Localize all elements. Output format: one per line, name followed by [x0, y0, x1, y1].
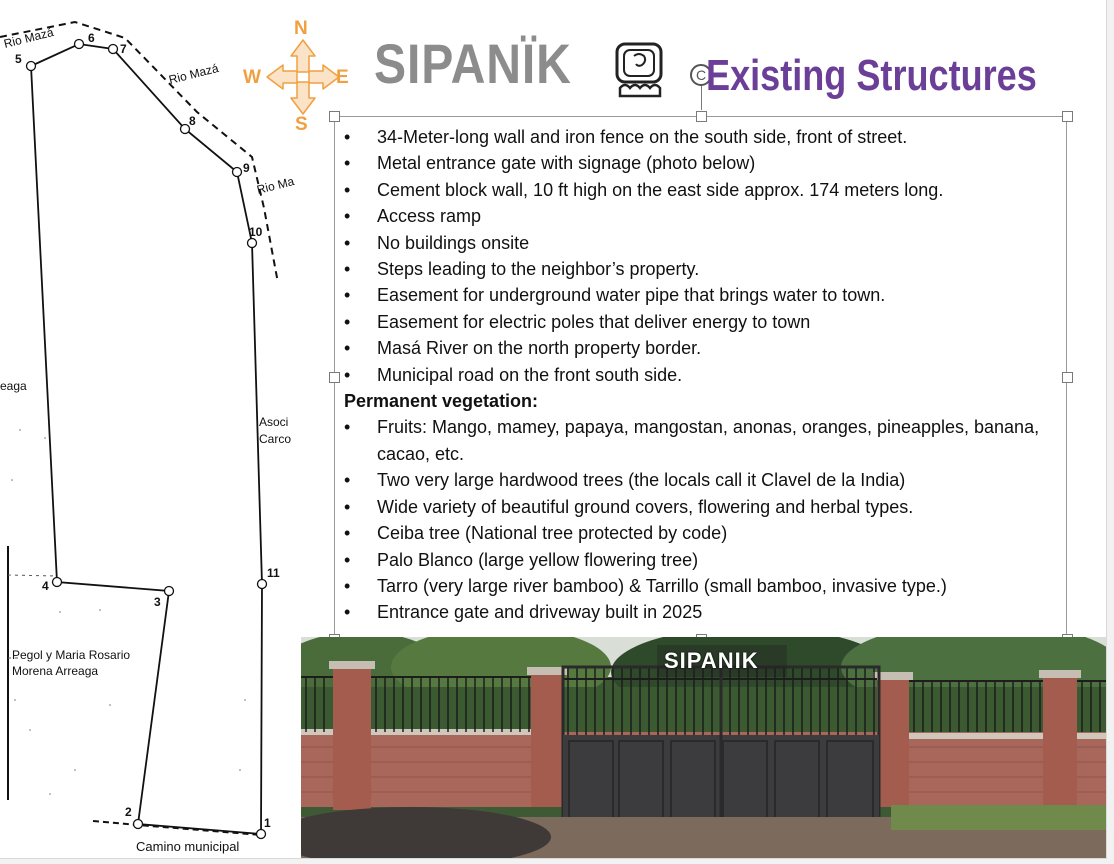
- point-label-4: 4: [42, 579, 49, 593]
- structure-text: No buildings onsite: [377, 232, 530, 253]
- structure-text: Municipal road on the front south side.: [377, 364, 683, 385]
- survey-point-5: [27, 62, 36, 71]
- bullet: •: [344, 338, 351, 359]
- text-box-content[interactable]: [344, 124, 1062, 626]
- survey-point-11: [258, 580, 267, 589]
- structure-text: Cement block wall, 10 ft high on the east side approx. 174 meters long.: [377, 179, 944, 200]
- compass-south-label: S: [295, 114, 308, 135]
- bullet: •: [344, 285, 351, 306]
- structure-item: [344, 124, 1062, 150]
- rotation-handle-line: [701, 82, 702, 110]
- vegetation-item: [344, 573, 1062, 599]
- resize-handle-middle-left[interactable]: [329, 372, 340, 383]
- bullet: •: [344, 259, 351, 280]
- right-owner-label-line2: Carco: [259, 432, 292, 446]
- structures-list: [344, 124, 1062, 388]
- point-label-10: 10: [249, 225, 263, 239]
- gate-sign: SIPANIK: [664, 648, 759, 673]
- structure-item: [344, 309, 1062, 335]
- road-label: Camino municipal: [136, 839, 240, 854]
- survey-points: [27, 40, 267, 839]
- page-title: Existing Structures: [706, 51, 1037, 100]
- point-label-7: 7: [120, 42, 127, 56]
- structure-item: [344, 150, 1062, 176]
- bullet: •: [344, 311, 351, 332]
- copyright-icon: C: [690, 64, 712, 86]
- mayan-glyph-logo-icon: [612, 42, 666, 100]
- property-boundary: [31, 44, 262, 834]
- survey-point-3: [165, 587, 174, 596]
- structure-text: Metal entrance gate with signage (photo below): [377, 153, 756, 174]
- structure-item: [344, 203, 1062, 229]
- point-label-11: 11: [267, 566, 280, 580]
- entrance-gate-photo: [301, 637, 1106, 858]
- structure-item: [344, 335, 1062, 361]
- structure-text: Steps leading to the neighbor’s property.: [377, 259, 700, 280]
- structure-text: 34-Meter-long wall and iron fence on the south side, front of street.: [377, 127, 908, 147]
- structure-text: Easement for underground water pipe that brings water to town.: [377, 285, 886, 306]
- vegetation-text: Palo Blanco (large yellow flowering tree): [377, 549, 699, 570]
- bullet: •: [344, 153, 351, 174]
- structure-item: [344, 230, 1062, 256]
- vegetation-item: [344, 467, 1062, 493]
- vegetation-text: Wide variety of beautiful ground covers, flowering and herbal types.: [377, 496, 914, 517]
- vegetation-text: Tarro (very large river bamboo) & Tarrillo (small bamboo, invasive type.): [377, 575, 947, 596]
- structure-text: Access ramp: [377, 206, 482, 227]
- brand-logo-text: SIPANÏK: [374, 32, 572, 95]
- vegetation-item: [344, 520, 1062, 546]
- vegetation-item: [344, 414, 1062, 467]
- bullet: •: [344, 496, 351, 517]
- point-label-8: 8: [189, 114, 196, 128]
- point-label-9: 9: [243, 161, 250, 175]
- bullet: •: [344, 364, 351, 385]
- point-label-5: 5: [15, 52, 22, 66]
- survey-point-2: [134, 820, 143, 829]
- bullet: •: [344, 206, 351, 227]
- right-owner-label-line1: Asoci: [259, 415, 289, 429]
- vegetation-text: Fruits: Mango, mamey, papaya, mangostan, anonas, oranges, pineapples, banana, cacao, etc.: [377, 417, 1040, 464]
- bullet: •: [344, 179, 351, 200]
- resize-handle-middle-right[interactable]: [1062, 372, 1073, 383]
- vegetation-item: [344, 547, 1062, 573]
- point-label-3: 3: [154, 595, 161, 609]
- neighbor-label-line2: Morena Arreaga: [12, 664, 99, 678]
- neighbor-label-line1: Pegol y Maria Rosario: [12, 648, 131, 662]
- compass-north-label: N: [294, 18, 308, 39]
- point-label-1: 1: [264, 816, 271, 830]
- road-line: [93, 821, 261, 835]
- river-label-1: Rio Mazá: [2, 25, 55, 51]
- structure-item: [344, 282, 1062, 308]
- bullet: •: [344, 549, 351, 570]
- bullet: •: [344, 127, 351, 147]
- vegetation-text: Two very large hardwood trees (the locals call it Clavel de la India): [377, 470, 906, 491]
- bullet: •: [344, 602, 351, 623]
- resize-handle-top-center[interactable]: [696, 111, 707, 122]
- survey-point-10: [248, 239, 257, 248]
- left-owner-label: eaga: [0, 379, 27, 393]
- structure-text: Masá River on the north property border.: [377, 338, 702, 359]
- vegetation-text: Entrance gate and driveway built in 2025: [377, 602, 703, 623]
- vegetation-item: [344, 599, 1062, 625]
- bullet: •: [344, 470, 351, 491]
- structure-item: [344, 362, 1062, 388]
- structure-item: [344, 256, 1062, 282]
- bullet: •: [344, 417, 351, 438]
- river-label-3: Rio Ma: [255, 174, 296, 197]
- survey-point-4: [53, 578, 62, 587]
- vegetation-heading: Permanent vegetation:: [344, 391, 539, 412]
- survey-point-9: [233, 168, 242, 177]
- vegetation-list: [344, 414, 1062, 625]
- river-label-2: Rio Mazá: [167, 61, 220, 87]
- resize-handle-top-left[interactable]: [329, 111, 340, 122]
- survey-point-7: [109, 45, 118, 54]
- compass-east-label: E: [336, 67, 349, 88]
- structure-text: Easement for electric poles that deliver energy to town: [377, 311, 811, 332]
- bullet: •: [344, 575, 351, 596]
- point-label-6: 6: [88, 31, 95, 45]
- survey-point-1: [257, 830, 266, 839]
- structure-item: [344, 177, 1062, 203]
- survey-point-6: [75, 40, 84, 49]
- bullet: •: [344, 232, 351, 253]
- vegetation-text: Ceiba tree (National tree protected by code): [377, 523, 728, 544]
- compass-west-label: W: [243, 67, 261, 88]
- point-label-2: 2: [125, 805, 132, 819]
- resize-handle-top-right[interactable]: [1062, 111, 1073, 122]
- bullet: •: [344, 523, 351, 544]
- vegetation-item: [344, 494, 1062, 520]
